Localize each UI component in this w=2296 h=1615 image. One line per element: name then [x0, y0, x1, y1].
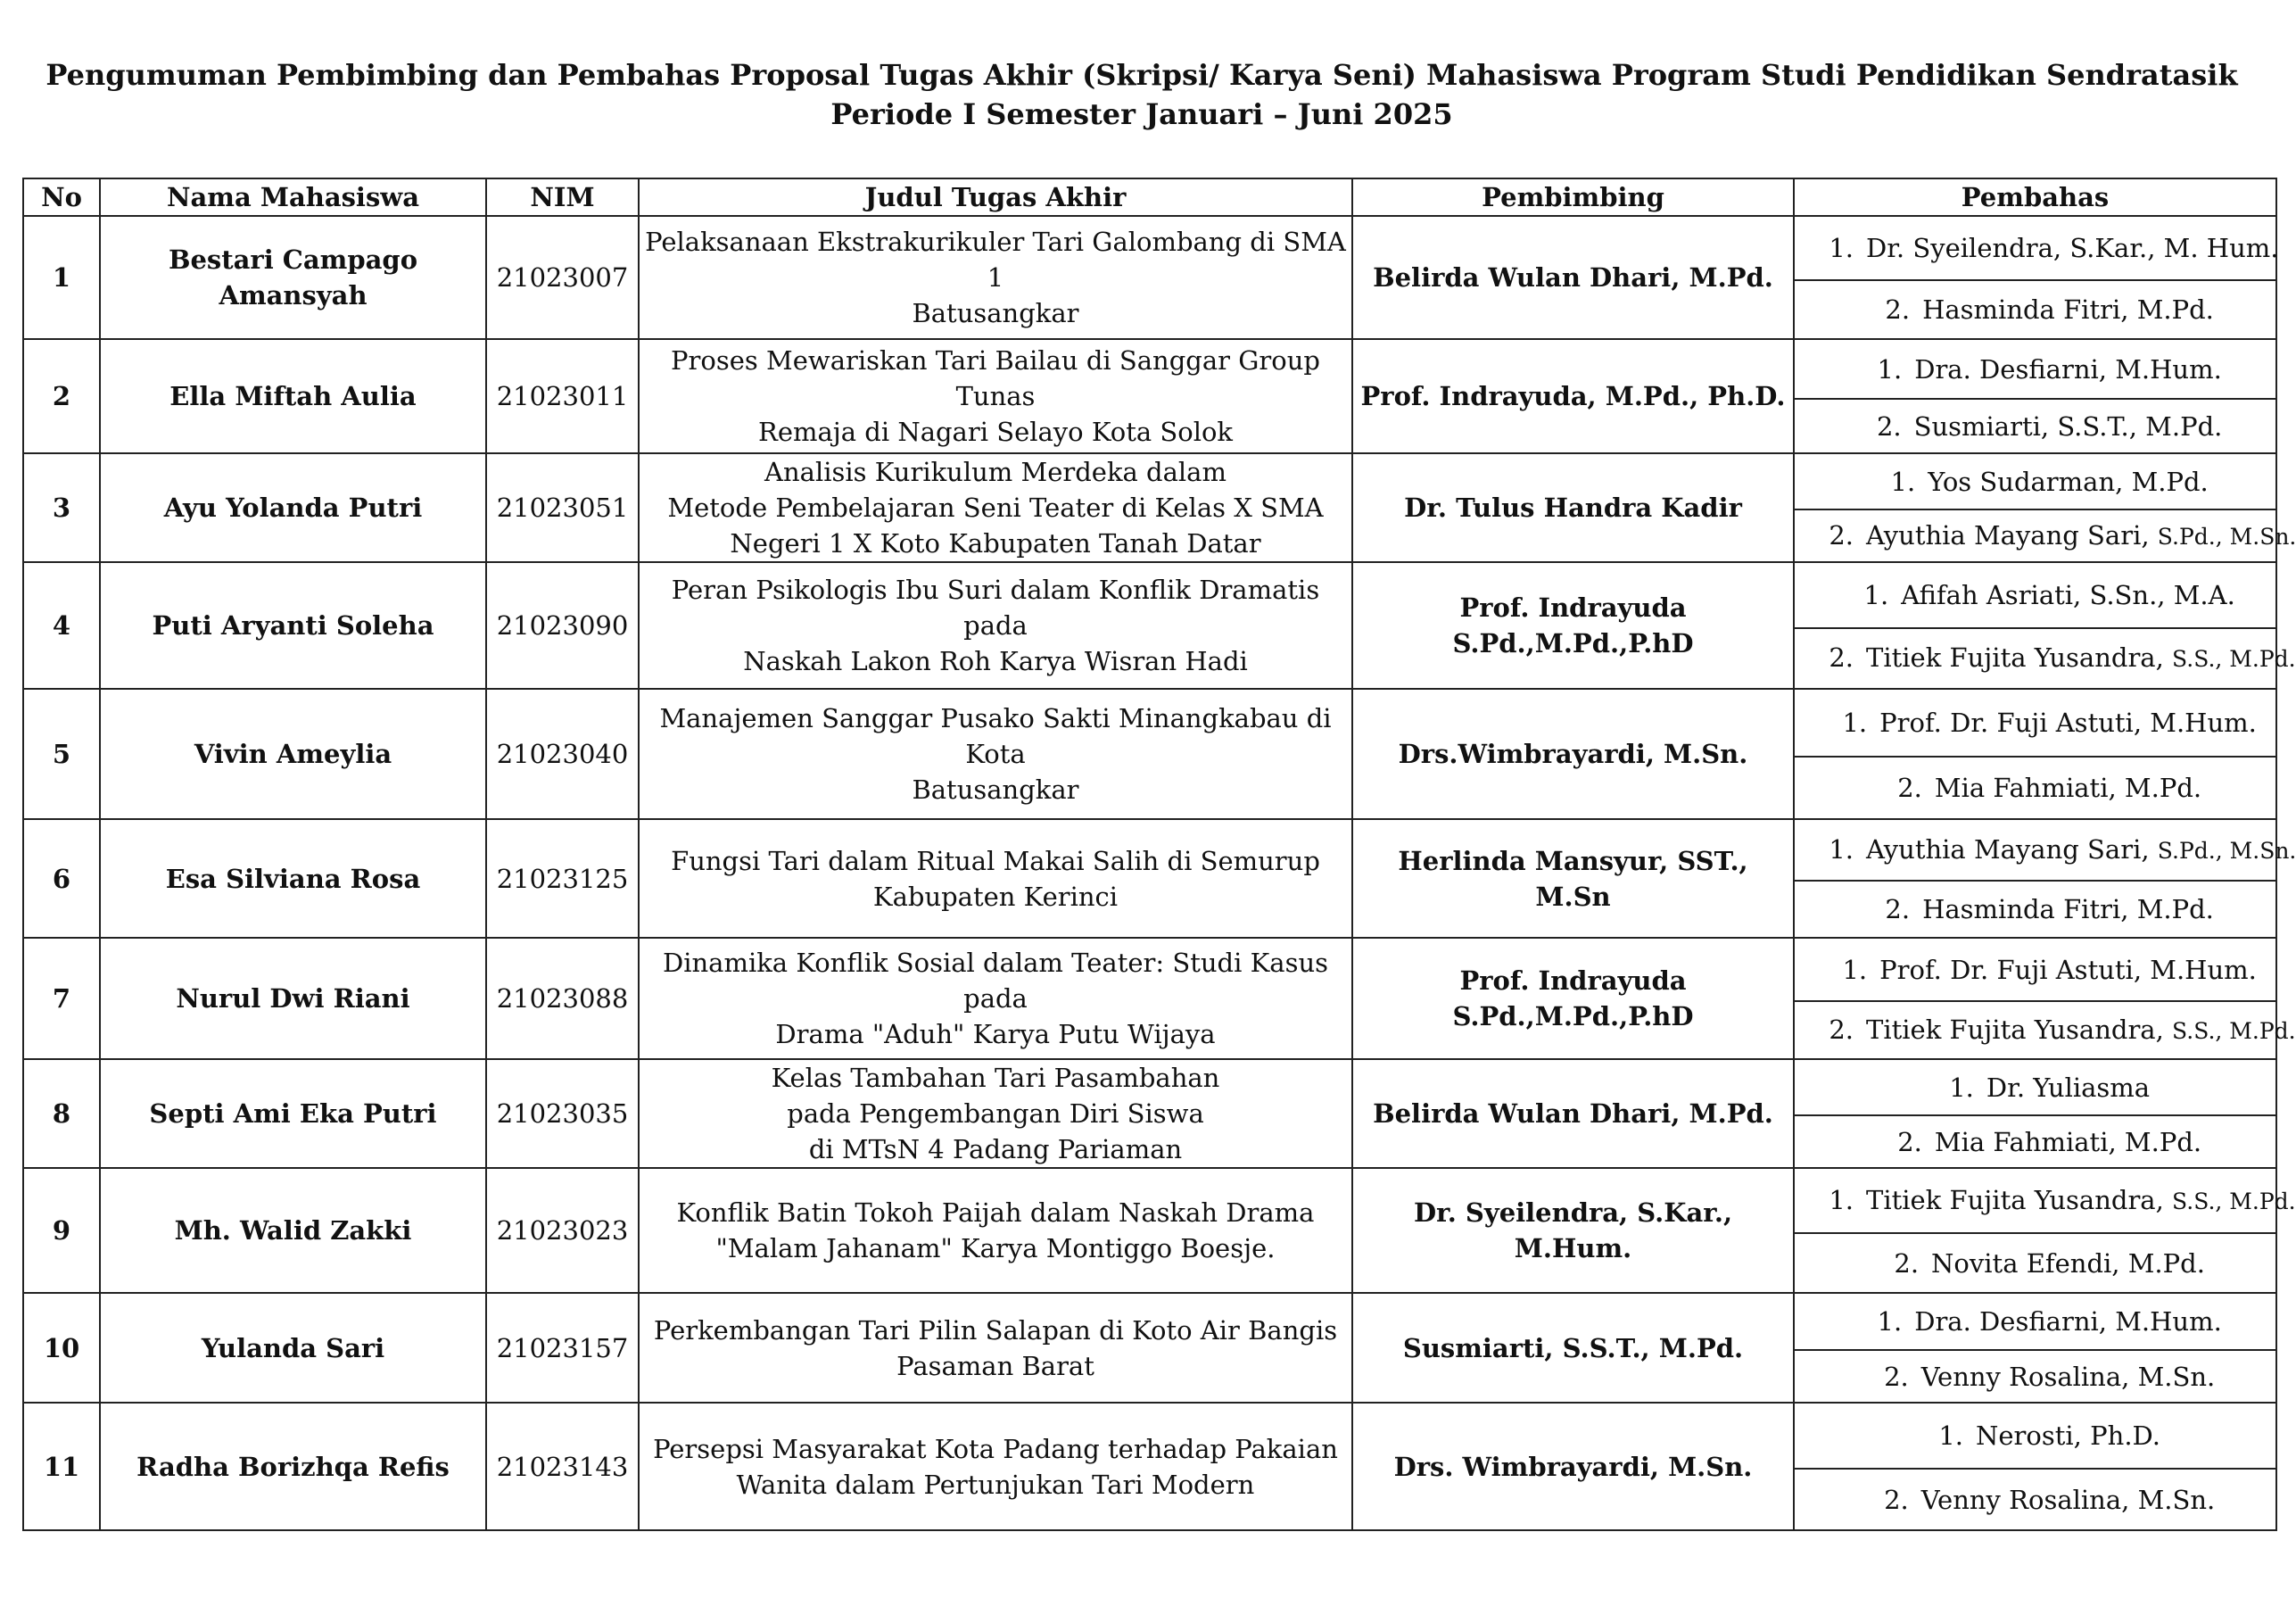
cell-no: 5	[23, 689, 100, 819]
cell-judul	[639, 689, 1352, 819]
pembahas-entry	[1848, 409, 2223, 444]
table-row	[23, 562, 2276, 628]
table-body	[23, 216, 2296, 1530]
pembahas-entry	[1848, 352, 2222, 387]
pembahas-number: 1.	[1938, 1420, 1964, 1451]
cell-pembimbing: Drs. Wimbrayardi, M.Sn.	[1352, 1403, 1794, 1530]
pembahas-number: 1.	[1863, 580, 1889, 610]
cell-nama: Nurul Dwi Riani	[100, 938, 486, 1059]
cell-nim: 21023143	[486, 1403, 639, 1530]
pembahas-number: 2.	[1894, 1247, 1920, 1279]
judul-line: Drama "Aduh" Karya Putu Wijaya	[775, 1019, 1216, 1049]
pembahas-number: 2.	[1884, 1361, 1909, 1392]
cell-nim: 21023090	[486, 562, 639, 689]
table-row	[23, 1059, 2276, 1115]
cell-no: 8	[23, 1059, 100, 1168]
title-line-2: Periode I Semester Januari – Juni 2025	[830, 97, 1453, 131]
cell-pembimbing: Prof. Indrayuda S.Pd.,M.Pd.,P.hD	[1352, 562, 1794, 689]
pembahas-entry	[1800, 518, 2296, 555]
cell-no: 2	[23, 339, 100, 453]
judul-line: Analisis Kurikulum Merdeka dalam	[764, 457, 1226, 487]
pembahas-entry	[1910, 1418, 2160, 1454]
cell-no: 4	[23, 562, 100, 689]
table-row	[23, 453, 2276, 509]
pembahas-number: 2.	[1885, 894, 1911, 924]
cell-pembahas	[1794, 1059, 2276, 1115]
cell-pembahas	[1794, 1115, 2276, 1168]
pembahas-name: Hasminda Fitri, M.Pd.	[1922, 294, 2214, 325]
cell-no: 3	[23, 453, 100, 562]
header-pembahas: Pembahas	[1794, 178, 2276, 216]
pembahas-name: Susmiarti, S.S.T., M.Pd.	[1913, 410, 2223, 442]
pembahas-entry	[1813, 952, 2257, 988]
cell-pembimbing: Belirda Wulan Dhari, M.Pd.	[1352, 216, 1794, 339]
cell-nim: 21023088	[486, 938, 639, 1059]
pembahas-number: 1.	[1890, 466, 1916, 497]
pembahas-name: Novita Efendi, M.Pd.	[1931, 1247, 2205, 1279]
cell-pembimbing: Susmiarti, S.S.T., M.Pd.	[1352, 1293, 1794, 1403]
cell-nim: 21023040	[486, 689, 639, 819]
cell-nama: Septi Ami Eka Putri	[100, 1059, 486, 1168]
cell-pembimbing: Prof. Indrayuda S.Pd.,M.Pd.,P.hD	[1352, 938, 1794, 1059]
pembahas-number: 2.	[1876, 410, 1902, 442]
pembahas-number: 1.	[1829, 1184, 1854, 1215]
cell-nim: 21023157	[486, 1293, 639, 1403]
judul-line: Batusangkar	[912, 774, 1079, 805]
pembahas-entry	[1865, 1246, 2205, 1281]
pembahas-entry	[1856, 891, 2214, 927]
cell-pembahas	[1794, 1403, 2276, 1469]
pembahas-entry	[1800, 640, 2296, 677]
judul-line: Naskah Lakon Roh Karya Wisran Hadi	[743, 646, 1248, 676]
judul-line: Remaja di Nagari Selayo Kota Solok	[757, 417, 1233, 447]
judul-line: Proses Mewariskan Tari Bailau di Sanggar Group Tunas	[671, 345, 1320, 411]
pembahas-name: Yos Sudarman, M.Pd.	[1928, 466, 2209, 497]
cell-nim: 21023023	[486, 1168, 639, 1293]
cell-no: 6	[23, 819, 100, 938]
page-title	[0, 55, 2284, 134]
pembahas-name: Dra. Desfiarni, M.Hum.	[1914, 1306, 2222, 1337]
pembahas-entry	[1800, 230, 2278, 266]
pembahas-name: Venny Rosalina, M.Sn.	[1920, 1484, 2216, 1515]
cell-pembahas	[1794, 689, 2276, 757]
cell-pembimbing: Belirda Wulan Dhari, M.Pd.	[1352, 1059, 1794, 1168]
pembahas-number: 2.	[1897, 773, 1922, 803]
judul-line: Persepsi Masyarakat Kota Padang terhadap Pakaian	[653, 1433, 1338, 1464]
pembahas-degree: S.S., M.Pd.	[2172, 1188, 2296, 1214]
cell-pembahas	[1794, 628, 2296, 689]
cell-nama: Ayu Yolanda Putri	[100, 453, 486, 562]
cell-nim: 21023035	[486, 1059, 639, 1168]
cell-nim: 21023125	[486, 819, 639, 938]
cell-nim: 21023011	[486, 339, 639, 453]
cell-nama: Bestari Campago Amansyah	[100, 216, 486, 339]
cell-judul	[639, 1059, 1352, 1168]
judul-line: "Malam Jahanam" Karya Montiggo Boesje.	[715, 1233, 1276, 1263]
cell-nim: 21023007	[486, 216, 639, 339]
cell-pembahas	[1794, 1293, 2276, 1350]
header-pembimbing: Pembimbing	[1352, 178, 1794, 216]
cell-pembahas	[1794, 453, 2276, 509]
cell-nama: Puti Aryanti Soleha	[100, 562, 486, 689]
cell-pembahas	[1794, 509, 2296, 562]
judul-line: Wanita dalam Pertunjukan Tari Modern	[736, 1469, 1255, 1500]
pembahas-entry	[1920, 1070, 2150, 1106]
cell-judul	[639, 453, 1352, 562]
judul-line: Pasaman Barat	[896, 1350, 1094, 1381]
pembahas-entry	[1835, 577, 2235, 613]
cell-pembimbing: Drs.Wimbrayardi, M.Sn.	[1352, 689, 1794, 819]
table-row	[23, 689, 2276, 757]
pembahas-name: Dra. Desfiarni, M.Hum.	[1914, 353, 2222, 385]
pembahas-entry	[1813, 705, 2257, 741]
pembahas-name: Nerosti, Ph.D.	[1976, 1420, 2160, 1451]
cell-judul	[639, 1168, 1352, 1293]
pembahas-entry	[1855, 1359, 2216, 1395]
judul-line: Batusangkar	[912, 298, 1079, 328]
pembahas-number: 1.	[1949, 1072, 1974, 1103]
cell-nama: Radha Borizhqa Refis	[100, 1403, 486, 1530]
pembahas-number: 2.	[1897, 1126, 1922, 1157]
pembahas-entry	[1869, 1124, 2201, 1160]
cell-pembahas	[1794, 1233, 2276, 1293]
cell-pembahas	[1794, 819, 2296, 881]
cell-nama: Esa Silviana Rosa	[100, 819, 486, 938]
cell-nama: Vivin Ameylia	[100, 689, 486, 819]
judul-line: di MTsN 4 Padang Pariaman	[808, 1134, 1183, 1164]
pembahas-number: 1.	[1877, 353, 1903, 385]
pembahas-name: Titiek Fujita Yusandra,	[1866, 1184, 2173, 1215]
cell-pembahas	[1794, 757, 2276, 819]
pembahas-entry	[1856, 292, 2214, 327]
table-row	[23, 938, 2276, 1001]
cell-pembahas	[1794, 1350, 2276, 1403]
judul-line: Fungsi Tari dalam Ritual Makai Salih di Semurup	[671, 845, 1320, 876]
pembahas-number: 1.	[1829, 833, 1854, 865]
cell-judul	[639, 938, 1352, 1059]
judul-line: Konflik Batin Tokoh Paijah dalam Naskah Drama	[676, 1197, 1315, 1228]
pembahas-name: Hasminda Fitri, M.Pd.	[1922, 894, 2214, 924]
pembahas-name: Venny Rosalina, M.Sn.	[1920, 1361, 2216, 1392]
cell-pembahas	[1794, 562, 2276, 628]
pembahas-number: 2.	[1829, 642, 1854, 673]
pembahas-name: Titiek Fujita Yusandra,	[1866, 1014, 2173, 1045]
cell-judul	[639, 562, 1352, 689]
cell-nama: Yulanda Sari	[100, 1293, 486, 1403]
table-header-row	[23, 178, 2276, 216]
judul-line: Kelas Tambahan Tari Pasambahan	[771, 1063, 1220, 1093]
judul-line: pada Pengembangan Diri Siswa	[787, 1098, 1204, 1129]
pembahas-entry	[1800, 1012, 2296, 1049]
header-judul: Judul Tugas Akhir	[639, 178, 1352, 216]
cell-no: 1	[23, 216, 100, 339]
table-row	[23, 1168, 2276, 1233]
pembahas-name: Titiek Fujita Yusandra,	[1866, 642, 2173, 673]
judul-line: Peran Psikologis Ibu Suri dalam Konflik Dramatis pada	[671, 575, 1320, 641]
cell-pembimbing: Prof. Indrayuda, M.Pd., Ph.D.	[1352, 339, 1794, 453]
pembahas-name: Ayuthia Mayang Sari,	[1866, 519, 2158, 551]
judul-line: Dinamika Konflik Sosial dalam Teater: Studi Kasus pada	[662, 948, 1329, 1014]
title-line-1: Pengumuman Pembimbing dan Pembahas Proposal Tugas Akhir (Skripsi/ Karya Seni) Mahasiswa Program Studi Pendidikan Sendratasik	[45, 58, 2238, 92]
judul-line: Manajemen Sanggar Pusako Sakti Minangkabau di Kota	[659, 703, 1332, 769]
judul-line: Negeri 1 X Koto Kabupaten Tanah Datar	[730, 528, 1261, 559]
cell-pembimbing: Dr. Tulus Handra Kadir	[1352, 453, 1794, 562]
cell-judul	[639, 819, 1352, 938]
pembahas-name: Ayuthia Mayang Sari,	[1866, 833, 2158, 865]
pembahas-number: 2.	[1884, 1484, 1909, 1515]
cell-pembahas	[1794, 881, 2276, 938]
pembahas-number: 2.	[1829, 1014, 1854, 1045]
pembahas-number: 2.	[1885, 294, 1911, 325]
judul-line: Pelaksanaan Ekstrakurikuler Tari Galombang di SMA 1	[645, 227, 1346, 293]
pembahas-entry	[1869, 770, 2201, 806]
cell-nama: Ella Miftah Aulia	[100, 339, 486, 453]
pembahas-entry	[1862, 464, 2209, 500]
table-row	[23, 819, 2276, 881]
table-row	[23, 216, 2276, 280]
cell-judul	[639, 1293, 1352, 1403]
header-nim: NIM	[486, 178, 639, 216]
cell-pembimbing: Herlinda Mansyur, SST., M.Sn	[1352, 819, 1794, 938]
pembahas-degree: S.S., M.Pd.	[2172, 1017, 2296, 1044]
pembahas-name: Prof. Dr. Fuji Astuti, M.Hum.	[1879, 708, 2257, 738]
pembahas-entry	[1855, 1482, 2216, 1518]
pembahas-degree: S.Pd., M.Sn.	[2157, 837, 2296, 864]
table-row	[23, 1403, 2276, 1469]
cell-pembimbing: Dr. Syeilendra, S.Kar., M.Hum.	[1352, 1168, 1794, 1293]
pembahas-number: 1.	[1842, 954, 1868, 985]
cell-no: 11	[23, 1403, 100, 1530]
pembahas-number: 1.	[1877, 1306, 1903, 1337]
cell-judul	[639, 1403, 1352, 1530]
judul-line: Perkembangan Tari Pilin Salapan di Koto Air Bangis	[653, 1314, 1338, 1346]
pembahas-name: Afifah Asriati, S.Sn., M.A.	[1901, 580, 2235, 610]
cell-judul	[639, 339, 1352, 453]
header-no: No	[23, 178, 100, 216]
pembahas-entry	[1848, 1304, 2222, 1339]
pembahas-degree: S.S., M.Pd.	[2172, 646, 2296, 672]
pembahas-number: 2.	[1829, 519, 1854, 551]
table-row	[23, 1293, 2276, 1350]
cell-no: 10	[23, 1293, 100, 1403]
cell-pembahas	[1794, 1469, 2276, 1530]
table-row	[23, 339, 2276, 399]
cell-pembahas	[1794, 280, 2276, 339]
cell-no: 9	[23, 1168, 100, 1293]
cell-pembahas	[1794, 1168, 2296, 1233]
cell-pembahas	[1794, 339, 2276, 399]
pembahas-name: Dr. Yuliasma	[1986, 1072, 2151, 1103]
cell-nama: Mh. Walid Zakki	[100, 1168, 486, 1293]
pembahas-number: 1.	[1829, 233, 1854, 263]
pembahas-name: Prof. Dr. Fuji Astuti, M.Hum.	[1879, 954, 2257, 985]
pembahas-name: Dr. Syeilendra, S.Kar., M. Hum.	[1866, 233, 2279, 263]
pembahas-name: Mia Fahmiati, M.Pd.	[1934, 1126, 2202, 1157]
pembahas-number: 1.	[1842, 708, 1868, 738]
announcement-table	[22, 178, 2296, 1531]
cell-pembahas	[1794, 399, 2276, 453]
cell-pembahas	[1794, 216, 2279, 280]
judul-line: Metode Pembelajaran Seni Teater di Kelas X SMA	[667, 493, 1324, 523]
pembahas-degree: S.Pd., M.Sn.	[2157, 523, 2296, 550]
pembahas-name: Mia Fahmiati, M.Pd.	[1934, 773, 2202, 803]
cell-judul	[639, 216, 1352, 339]
judul-line: Kabupaten Kerinci	[872, 881, 1119, 912]
pembahas-entry	[1800, 1182, 2296, 1220]
header-nama: Nama Mahasiswa	[100, 178, 486, 216]
pembahas-entry	[1800, 832, 2296, 869]
cell-pembahas	[1794, 1001, 2296, 1059]
cell-pembahas	[1794, 938, 2276, 1001]
cell-nim: 21023051	[486, 453, 639, 562]
cell-no: 7	[23, 938, 100, 1059]
